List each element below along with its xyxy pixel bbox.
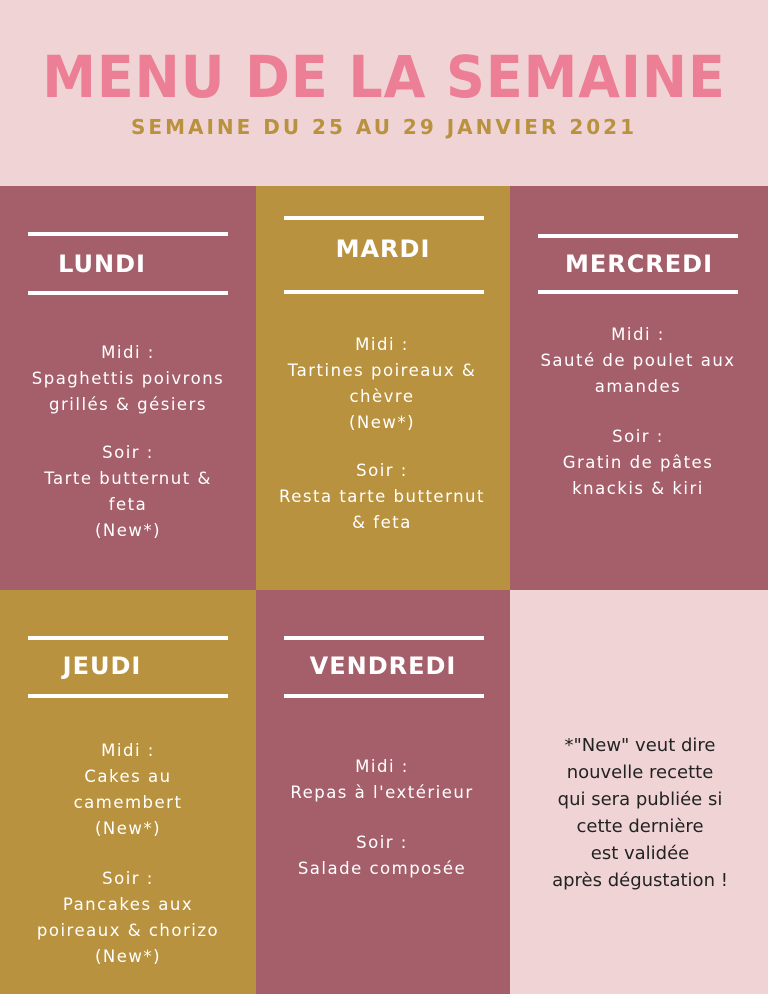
midi-label: Midi : [611,325,665,344]
divider-top [284,216,484,220]
soir-label: Soir : [356,461,408,480]
soir-label: Soir : [102,869,154,888]
day-card-mercredi [510,186,768,590]
day-name: MARDI [335,235,431,263]
header [0,0,768,186]
soir-label: Soir : [612,427,664,446]
day-card-mardi [256,186,510,590]
page-subtitle: SEMAINE DU 25 AU 29 JANVIER 2021 [131,115,637,139]
soir-label: Soir : [356,833,408,852]
day-card-lundi [0,186,256,590]
soir-dish: Salade composée [297,859,467,878]
day-name: LUNDI [58,250,146,278]
divider-bottom [284,694,484,698]
day-name: MERCREDI [564,250,714,278]
midi-dish: Tartines poireaux & chèvre (New*) [287,361,477,432]
divider-bottom [28,291,228,295]
divider-top [284,636,484,640]
midi-dish: Cakes au camembert (New*) [73,767,183,838]
soir-dish: Gratin de pâtes knackis & kiri [562,453,714,498]
new-recipe-note: *"New" veut dire nouvelle recette qui sera publiée si cette dernière est validée après dégustation ! [552,735,728,891]
divider-top [538,234,738,238]
day-card-vendredi [256,590,510,994]
page-title: MENU DE LA SEMAINE [42,43,726,111]
divider-top [28,232,228,236]
day-card-jeudi [0,590,256,994]
midi-label: Midi : [101,741,155,760]
midi-dish: Spaghettis poivrons grillés & gésiers [31,369,225,414]
midi-label: Midi : [355,335,409,354]
midi-label: Midi : [101,343,155,362]
divider-bottom [28,694,228,698]
divider-bottom [538,290,738,294]
soir-dish: Tarte butternut & feta (New*) [44,469,212,540]
soir-label: Soir : [102,443,154,462]
day-name: JEUDI [62,652,142,680]
soir-dish: Resta tarte butternut & feta [279,487,485,532]
midi-label: Midi : [355,757,409,776]
soir-dish: Pancakes aux poireaux & chorizo (New*) [36,895,220,966]
day-name: VENDREDI [309,652,457,680]
divider-top [28,636,228,640]
midi-dish: Repas à l'extérieur [290,783,474,802]
divider-bottom [284,290,484,294]
midi-dish: Sauté de poulet aux amandes [540,351,736,396]
